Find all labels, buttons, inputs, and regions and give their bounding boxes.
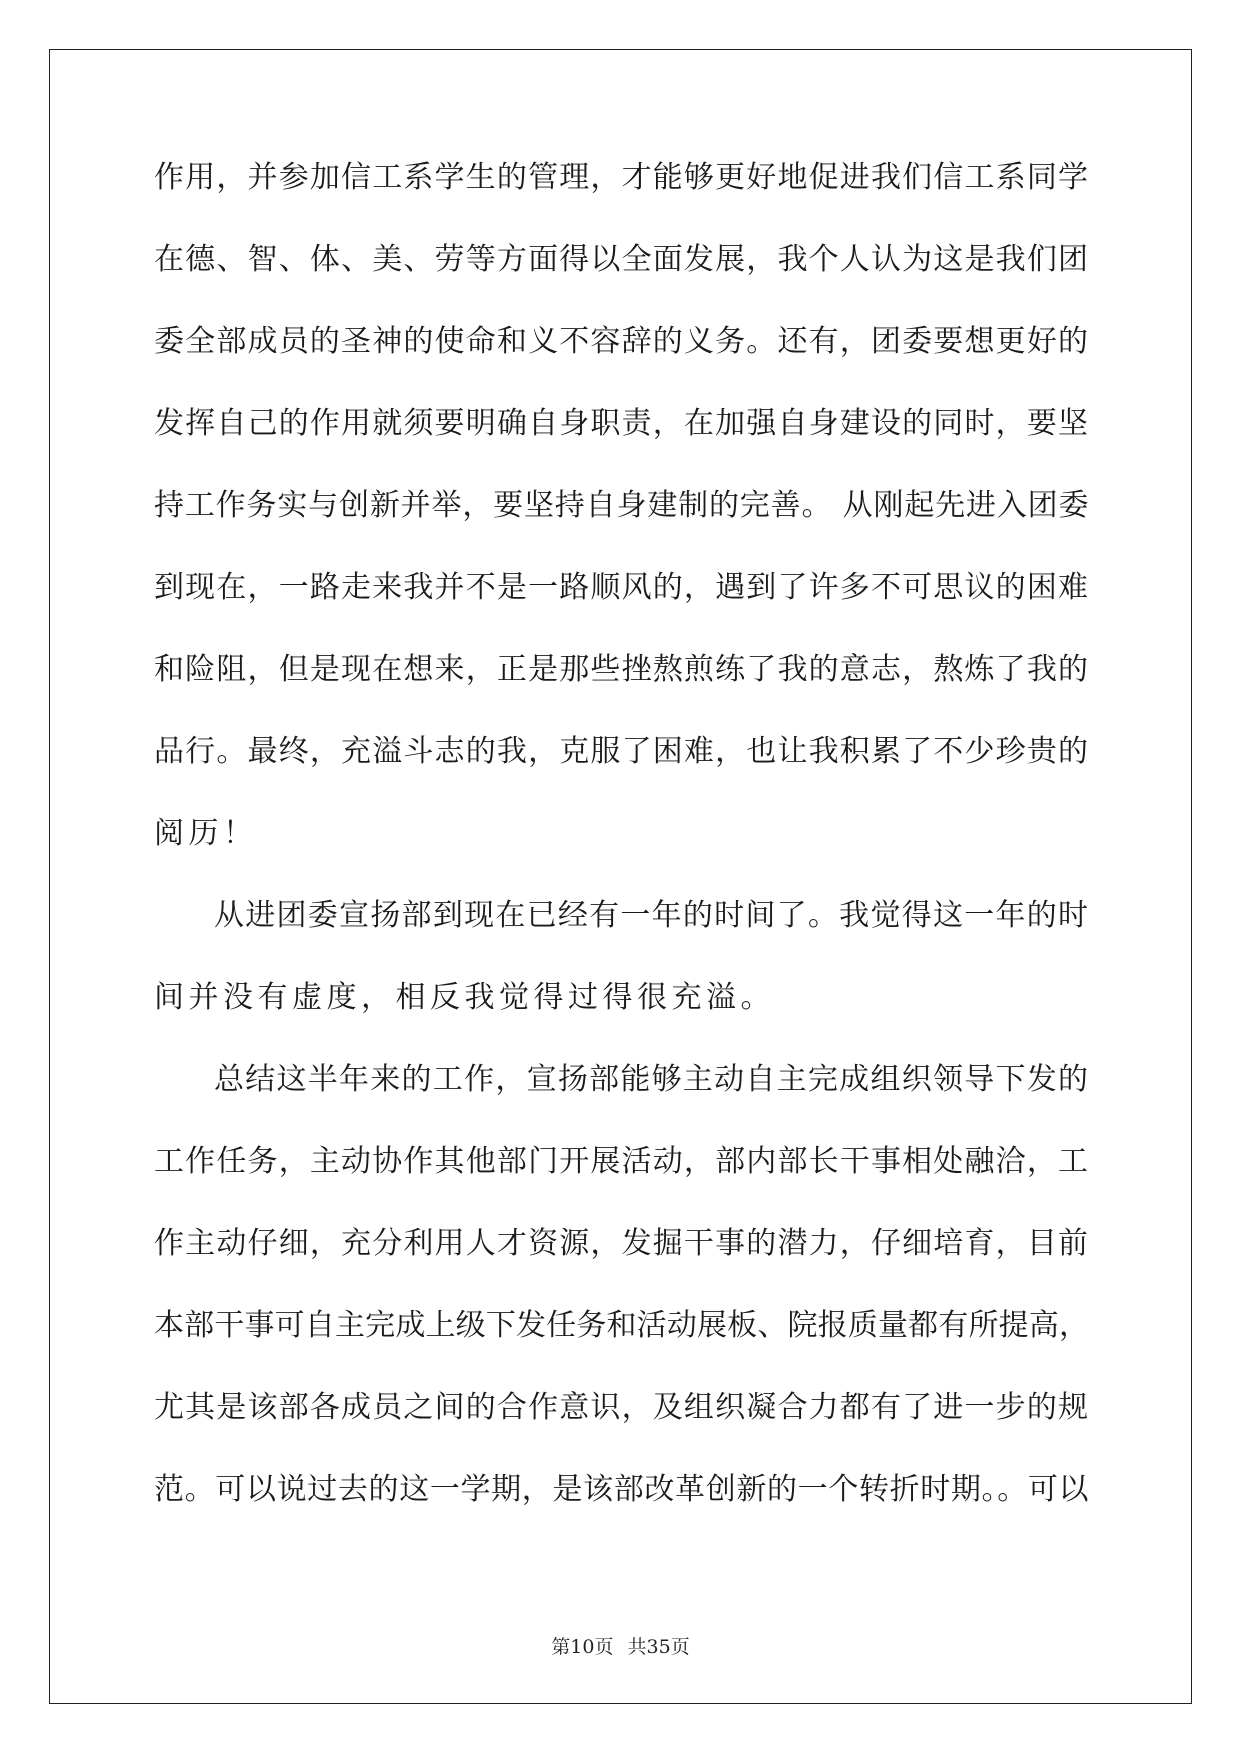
text-line: 间并没有虚度，相反我觉得过得很充溢。 (154, 980, 775, 1015)
text-line: 委全部成员的圣神的使命和义不容辞的义务。还有，团委要想更好的 (154, 324, 1089, 359)
text-line: 作主动仔细，充分利用人才资源，发掘干事的潜力，仔细培育，目前 (154, 1226, 1089, 1261)
page-number: 第10页 (551, 1636, 614, 1658)
text-line: 发挥自己的作用就须要明确自身职责，在加强自身建设的同时，要坚 (154, 406, 1089, 441)
body-text (154, 160, 1089, 1557)
text-line: 本部干事可自主完成上级下发任务和活动展板、院报质量都有所提高， (154, 1308, 1089, 1343)
text-line: 在德、智、体、美、劳等方面得以全面发展，我个人认为这是我们团 (154, 242, 1089, 277)
text-line: 到现在，一路走来我并不是一路顺风的，遇到了许多不可思议的困难 (154, 570, 1089, 605)
text-line: 作用，并参加信工系学生的管理，才能够更好地促进我们信工系同学 (154, 160, 1089, 195)
total-pages: 共35页 (627, 1636, 690, 1658)
page-footer (0, 1632, 1241, 1659)
text-line: 持工作务实与创新并举，要坚持自身建制的完善。 从刚起先进入团委 (154, 488, 1089, 523)
text-line: 和险阻，但是现在想来，正是那些挫熬煎练了我的意志，熬炼了我的 (154, 652, 1089, 687)
text-line: 从进团委宣扬部到现在已经有一年的时间了。我觉得这一年的时 (214, 898, 1089, 933)
text-line: 阅历！ (154, 816, 258, 851)
text-line: 工作任务，主动协作其他部门开展活动，部内部长干事相处融洽，工 (154, 1144, 1089, 1179)
text-line: 总结这半年来的工作，宣扬部能够主动自主完成组织领导下发的 (214, 1062, 1089, 1097)
text-line: 品行。最终，充溢斗志的我，克服了困难，也让我积累了不少珍贵的 (154, 734, 1089, 769)
text-line: 尤其是该部各成员之间的合作意识，及组织凝合力都有了进一步的规 (154, 1390, 1089, 1425)
text-line: 范。可以说过去的这一学期，是该部改革创新的一个转折时期。。可以 (154, 1472, 1089, 1507)
